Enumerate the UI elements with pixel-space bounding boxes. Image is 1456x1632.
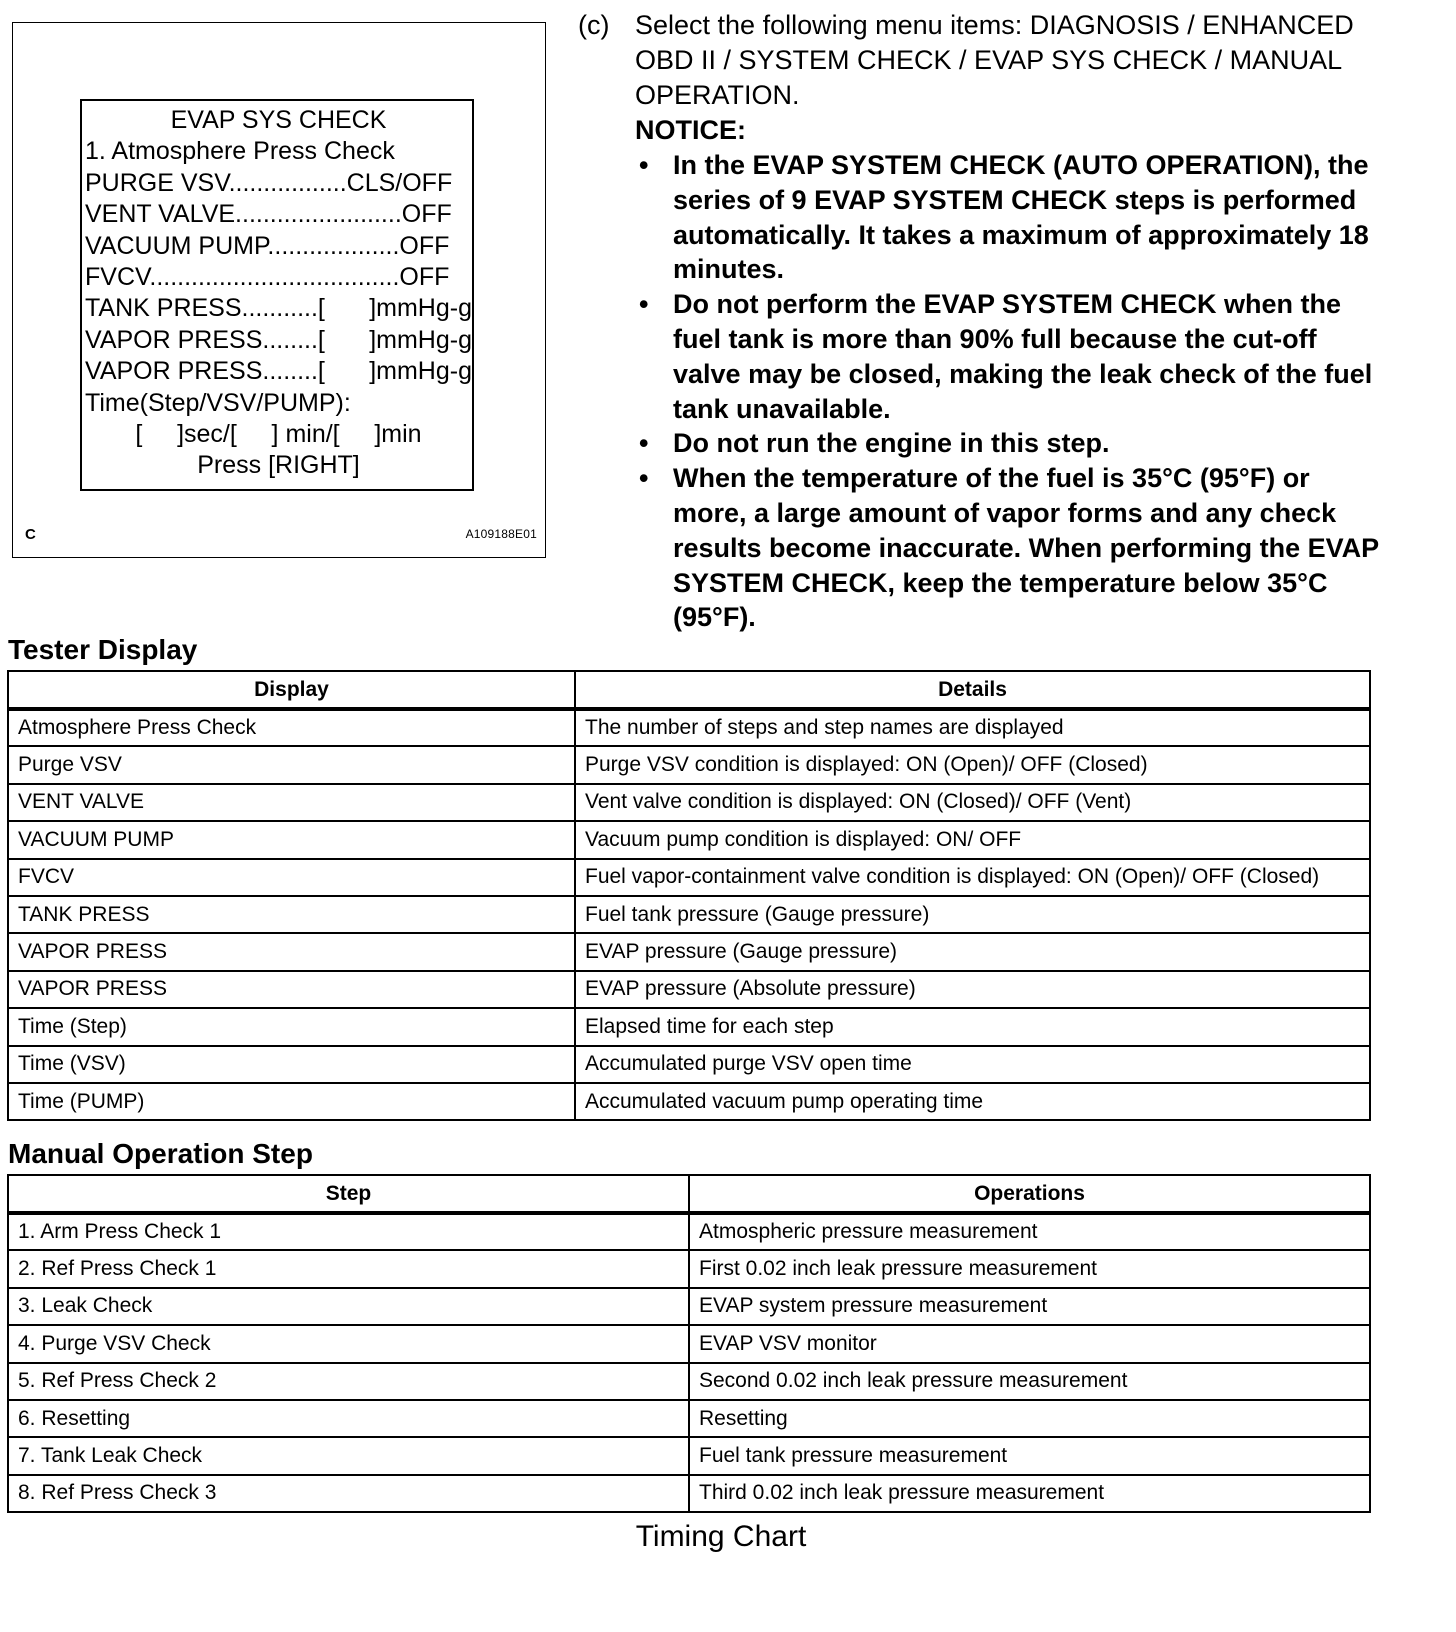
- cell-details: Fuel tank pressure (Gauge pressure): [575, 896, 1370, 933]
- cell-step: 3. Leak Check: [8, 1288, 689, 1325]
- cell-display: Time (Step): [8, 1008, 575, 1045]
- figure-corner-letter: C: [25, 526, 36, 543]
- screen-vent-valve: VENT VALVE........................OFF: [85, 200, 452, 229]
- cell-display: VAPOR PRESS: [8, 933, 575, 970]
- cell-display: TANK PRESS: [8, 896, 575, 933]
- cell-step: 4. Purge VSV Check: [8, 1325, 689, 1362]
- cell-step: 7. Tank Leak Check: [8, 1437, 689, 1474]
- table-row: [8, 933, 1370, 970]
- cell-operation: Second 0.02 inch leak pressure measurement: [689, 1363, 1370, 1400]
- cell-details: Elapsed time for each step: [575, 1008, 1370, 1045]
- cell-details: EVAP pressure (Absolute pressure): [575, 971, 1370, 1008]
- screen-time-label: Time(Step/VSV/PUMP):: [85, 388, 351, 417]
- table-row: [8, 1213, 1370, 1250]
- manual-operation-table: [7, 1174, 1371, 1513]
- cell-operation: Third 0.02 inch leak pressure measurement: [689, 1475, 1370, 1512]
- screen-vapor-press-2-unit: ]mmHg-g: [369, 357, 472, 386]
- cell-operation: Resetting: [689, 1400, 1370, 1437]
- screen-subtitle: 1. Atmosphere Press Check: [85, 137, 395, 166]
- cell-display: Time (VSV): [8, 1046, 575, 1083]
- table-row: [8, 1083, 1370, 1120]
- table-row: [8, 896, 1370, 933]
- screen-tank-press-unit: ]mmHg-g: [369, 294, 472, 323]
- screen-tank-press-label: TANK PRESS...........[: [85, 294, 325, 323]
- timing-chart-caption-text: Timing Chart: [635, 1520, 807, 1553]
- table-row: [8, 1250, 1370, 1287]
- notice-item: • Do not run the engine in this step.: [635, 426, 1388, 461]
- screen-vapor-press-1: [85, 325, 472, 356]
- tester-screen-figure: [12, 22, 546, 558]
- table-header-row: [8, 1175, 1370, 1213]
- cell-details: Vacuum pump condition is displayed: ON/ OFF: [575, 821, 1370, 858]
- cell-details: Purge VSV condition is displayed: ON (Open)/ OFF (Closed): [575, 746, 1370, 783]
- column-header-display: Display: [8, 671, 575, 709]
- notice-item: • In the EVAP SYSTEM CHECK (AUTO OPERATION), the series of 9 EVAP SYSTEM CHECK steps is performed automatically. It takes a maximum of approximately 18 minutes.: [635, 148, 1388, 287]
- cell-operation: Fuel tank pressure measurement: [689, 1437, 1370, 1474]
- cell-display: VAPOR PRESS: [8, 971, 575, 1008]
- column-header-operations: Operations: [689, 1175, 1370, 1213]
- cell-step: 5. Ref Press Check 2: [8, 1363, 689, 1400]
- table-row: [8, 709, 1370, 746]
- cell-step: 1. Arm Press Check 1: [8, 1213, 689, 1250]
- cell-operation: First 0.02 inch leak pressure measurement: [689, 1250, 1370, 1287]
- instructions: [578, 8, 1388, 635]
- notice-label: NOTICE:: [635, 115, 746, 145]
- screen-title: EVAP SYS CHECK: [170, 106, 387, 134]
- table-row: [8, 821, 1370, 858]
- cell-operation: Atmospheric pressure measurement: [689, 1213, 1370, 1250]
- screen-tank-press: [85, 293, 472, 324]
- tester-screen: [80, 99, 474, 491]
- cell-display: Time (PUMP): [8, 1083, 575, 1120]
- column-header-step: Step: [8, 1175, 689, 1213]
- table-row: [8, 1475, 1370, 1512]
- cell-step: 6. Resetting: [8, 1400, 689, 1437]
- screen-fvcv: FVCV....................................OFF: [85, 262, 450, 291]
- table-row: [8, 1363, 1370, 1400]
- screen-vapor-press-1-unit: ]mmHg-g: [369, 325, 472, 354]
- table-row: [8, 1437, 1370, 1474]
- cell-display: VACUUM PUMP: [8, 821, 575, 858]
- figure-id: A109188E01: [465, 527, 537, 541]
- tester-display-heading: Tester Display: [8, 634, 198, 665]
- table-row: [8, 784, 1370, 821]
- timing-chart-caption: [0, 1520, 1456, 1554]
- table-row: [8, 1008, 1370, 1045]
- step-text: Select the following menu items: DIAGNOSIS / ENHANCED OBD II / SYSTEM CHECK / EVAP SYS CHECK / MANUAL OPERATION.: [635, 10, 1354, 110]
- tester-display-table: [7, 670, 1371, 1121]
- instruction-step: [578, 8, 1388, 113]
- table-row: [8, 859, 1370, 896]
- cell-operation: EVAP VSV monitor: [689, 1325, 1370, 1362]
- step-label: (c): [578, 10, 610, 40]
- cell-details: Vent valve condition is displayed: ON (Closed)/ OFF (Vent): [575, 784, 1370, 821]
- notice-item: • Do not perform the EVAP SYSTEM CHECK when the fuel tank is more than 90% full because the cut-off valve may be closed, making the leak check of the fuel tank unavailable.: [635, 287, 1388, 426]
- screen-vapor-press-2-label: VAPOR PRESS........[: [85, 357, 325, 386]
- table-row: [8, 971, 1370, 1008]
- cell-details: The number of steps and step names are displayed: [575, 709, 1370, 746]
- table-row: [8, 1046, 1370, 1083]
- cell-operation: EVAP system pressure measurement: [689, 1288, 1370, 1325]
- notice-item: • When the temperature of the fuel is 35°C (95°F) or more, a large amount of vapor forms and any check results become inaccurate. When performing the EVAP SYSTEM CHECK, keep the temperature below 35°C (95°F).: [635, 461, 1388, 635]
- cell-display: VENT VALVE: [8, 784, 575, 821]
- notice-list: [635, 148, 1388, 635]
- table-row: [8, 746, 1370, 783]
- cell-step: 2. Ref Press Check 1: [8, 1250, 689, 1287]
- cell-details: EVAP pressure (Gauge pressure): [575, 933, 1370, 970]
- screen-vacuum-pump: VACUUM PUMP...................OFF: [85, 231, 450, 260]
- cell-display: Purge VSV: [8, 746, 575, 783]
- table-header-row: [8, 671, 1370, 709]
- cell-details: Accumulated purge VSV open time: [575, 1046, 1370, 1083]
- table-row: [8, 1325, 1370, 1362]
- cell-display: Atmosphere Press Check: [8, 709, 575, 746]
- cell-details: Accumulated vacuum pump operating time: [575, 1083, 1370, 1120]
- cell-display: FVCV: [8, 859, 575, 896]
- column-header-details: Details: [575, 671, 1370, 709]
- screen-press-right: Press [RIGHT]: [197, 451, 360, 480]
- manual-operation-heading: Manual Operation Step: [8, 1138, 313, 1169]
- table-row: [8, 1400, 1370, 1437]
- screen-time-values: [ ]sec/[ ] min/[ ]min: [135, 419, 422, 448]
- table-row: [8, 1288, 1370, 1325]
- cell-details: Fuel vapor-containment valve condition is displayed: ON (Open)/ OFF (Closed): [575, 859, 1370, 896]
- screen-vapor-press-2: [85, 356, 472, 387]
- screen-purge-vsv: PURGE VSV.................CLS/OFF: [85, 168, 453, 197]
- cell-step: 8. Ref Press Check 3: [8, 1475, 689, 1512]
- screen-vapor-press-1-label: VAPOR PRESS........[: [85, 325, 325, 354]
